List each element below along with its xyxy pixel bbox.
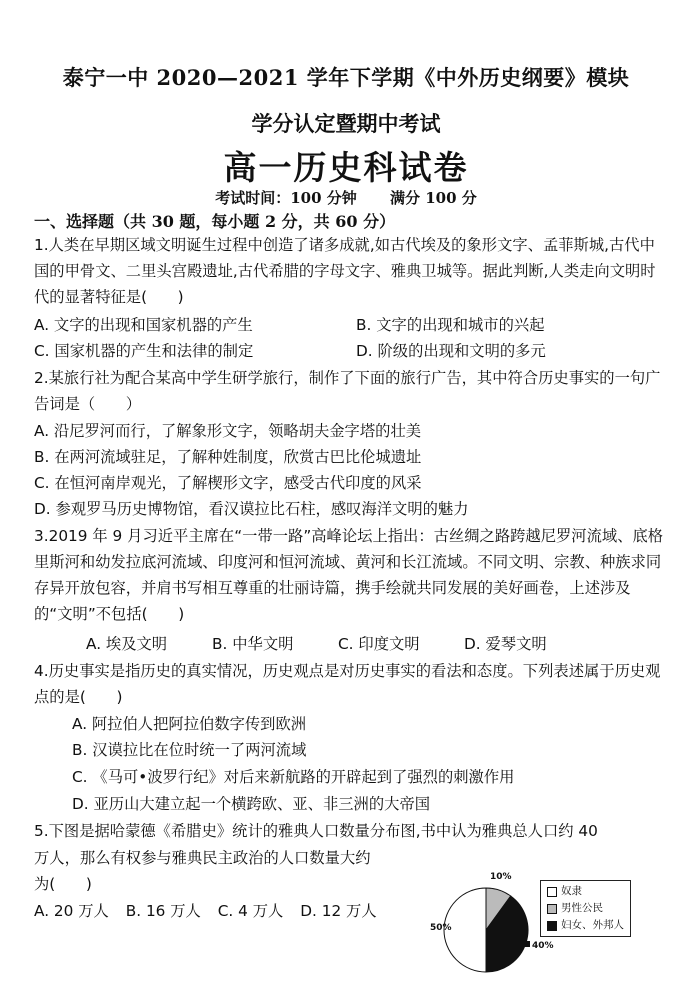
question-1-option-c: C. 国家机器的产生和法律的制定	[34, 342, 254, 360]
pie-label-women-foreigners: 40%	[532, 941, 554, 951]
question-3-option-a: A. 埃及文明	[86, 635, 168, 653]
question-2-option-a: A. 沿尼罗河而行，了解象形文字，领略胡夫金字塔的壮美	[34, 422, 422, 440]
question-2-option-b: B. 在两河流域驻足，了解种姓制度，欣赏古巴比伦城遗址	[34, 448, 422, 466]
question-5-stem-line1: 5.下图是据哈蒙德《希腊史》统计的雅典人口数量分布图,书中认为雅典总人口约 40	[34, 822, 598, 840]
exam-title-line1: 泰宁一中 2020—2021 学年下学期《中外历史纲要》模块	[62, 65, 630, 90]
legend-item-slaves	[547, 883, 624, 900]
legend-swatch-white	[547, 887, 557, 897]
exam-title-line2: 学分认定暨期中考试	[251, 111, 441, 136]
question-4-option-c: C. 《马可•波罗行纪》对后来新航路的开辟起到了强烈的刺激作用	[72, 768, 515, 786]
legend-item-male-citizens	[547, 900, 624, 917]
question-5-stem-line3: 为( )	[34, 875, 92, 893]
legend-label-slaves: 奴隶	[561, 885, 582, 897]
pie-label-male-citizens: 10%	[490, 872, 512, 882]
pie-label-marker	[524, 941, 530, 947]
question-4-stem: 4.历史事实是指历史的真实情况，历史观点是对历史事实的看法和态度。下列表述属于历史观点的是( )	[34, 662, 661, 706]
question-4-option-d: D. 亚历山大建立起一个横跨欧、亚、非三洲的大帝国	[72, 795, 431, 813]
question-3-option-b: B. 中华文明	[212, 635, 294, 653]
question-5-stem-line2: 万人，那么有权参与雅典民主政治的人口数量大约	[34, 849, 371, 867]
pie-legend	[540, 880, 631, 937]
legend-swatch-gray	[547, 904, 557, 914]
legend-label-male-citizens: 男性公民	[561, 902, 603, 914]
question-3-option-c: C. 印度文明	[338, 635, 420, 653]
question-5-option-b: B. 16 万人	[125, 902, 201, 920]
question-1-option-d: D. 阶级的出现和文明的多元	[356, 342, 546, 360]
question-3-option-d: D. 爱琴文明	[464, 635, 547, 653]
question-5-option-c: C. 4 万人	[217, 902, 284, 920]
question-1-option-a: A. 文字的出现和国家机器的产生	[34, 316, 253, 334]
exam-time: 考试时间：100 分钟	[215, 189, 357, 207]
question-2-option-c: C. 在恒河南岸观光，了解楔形文字，感受古代印度的风采	[34, 474, 422, 492]
question-5-option-a: A. 20 万人	[34, 902, 109, 920]
question-4-option-a: A. 阿拉伯人把阿拉伯数字传到欧洲	[72, 715, 307, 733]
question-4-option-b: B. 汉谟拉比在位时统一了两河流域	[72, 741, 307, 759]
question-2-stem: 2.某旅行社为配合某高中学生研学旅行，制作了下面的旅行广告，其中符合历史事实的一句广告词是（ ）	[34, 369, 661, 413]
exam-meta	[0, 187, 692, 208]
pie-label-slaves: 50%	[430, 923, 452, 933]
question-5-options	[34, 898, 377, 924]
question-1-option-b: B. 文字的出现和城市的兴起	[356, 316, 545, 334]
question-2-option-d: D. 参观罗马历史博物馆，看汉谟拉比石柱，感叹海洋文明的魅力	[34, 500, 469, 518]
question-1-stem: 1.人类在早期区域文明诞生过程中创造了诸多成就,如古代埃及的象形文字、孟菲斯城,古代中国的甲骨文、二里头宫殿遗址,古代希腊的字母文字、雅典卫城等。据此判断,人类走向文明时代的显著特征是( )	[34, 236, 656, 306]
legend-swatch-black	[547, 921, 557, 931]
full-score: 满分 100 分	[390, 189, 477, 207]
section-title: 一、选择题（共 30 题，每小题 2 分，共 60 分）	[34, 212, 396, 231]
exam-title-main: 高一历史科试卷	[223, 148, 469, 187]
question-5-option-d: D. 12 万人	[300, 902, 377, 920]
legend-item-women-foreigners	[547, 917, 624, 934]
legend-label-women-foreigners: 妇女、外邦人	[561, 919, 624, 931]
question-3-stem: 3.2019 年 9 月习近平主席在“一带一路”高峰论坛上指出：古丝绸之路跨越尼罗河流域、底格里斯河和幼发拉底河流域、印度河和恒河流域、黄河和长江流域。不同文明、宗教、种族求同存异开放包容，并肩书写相互尊重的壮丽诗篇，携手绘就共同发展的美好画卷，上述涉及的“文明”不包括( )	[34, 527, 664, 623]
